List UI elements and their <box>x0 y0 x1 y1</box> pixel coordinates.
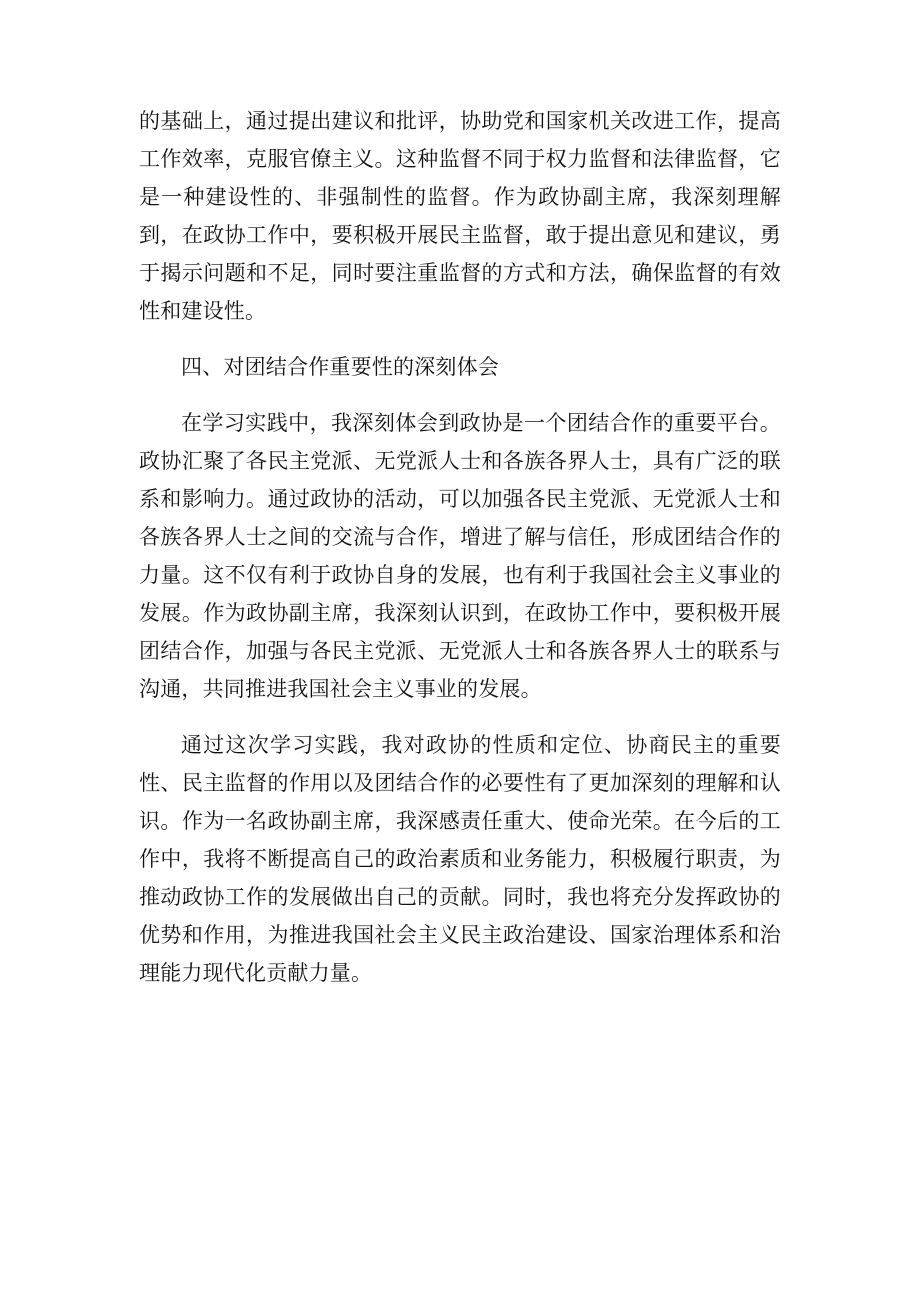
section-heading: 四、对团结合作重要性的深刻体会 <box>181 355 499 379</box>
paragraph-unity: 在学习实践中，我深刻体会到政协是一个团结合作的重要平台。政协汇聚了各民主党派、无党派人士和各族各界人士，具有广泛的联系和影响力。通过政协的活动，可以加强各民主党派、无党派人士和各族各界人士之间的交流与合作，增进了解与信任，形成团结合作的力量。这不仅有利于政协自身的发展，也有利于我国社会主义事业的发展。作为政协副主席，我深刻认识到，在政协工作中，要积极开展团结合作，加强与各民主党派、无党派人士和各族各界人士的联系与沟通，共同推进我国社会主义事业的发展。 <box>139 411 781 701</box>
paragraph-continuation: 的基础上，通过提出建议和批评，协助党和国家机关改进工作，提高工作效率，克服官僚主义。这种监督不同于权力监督和法律监督，它是一种建设性的、非强制性的监督。作为政协副主席，我深刻理解到，在政协工作中，要积极开展民主监督，敢于提出意见和建议，勇于揭示问题和不足，同时要注重监督的方式和方法，确保监督的有效性和建设性。 <box>139 109 781 323</box>
document-body <box>139 102 781 1010</box>
paragraph-conclusion: 通过这次学习实践，我对政协的性质和定位、协商民主的重要性、民主监督的作用以及团结合作的必要性有了更加深刻的理解和认识。作为一名政协副主席，我深感责任重大、使命光荣。在今后的工作中，我将不断提高自己的政治素质和业务能力，积极履行职责，为推动政协工作的发展做出自己的贡献。同时，我也将充分发挥政协的优势和作用，为推进我国社会主义民主政治建设、国家治理体系和治理能力现代化贡献力量。 <box>139 733 781 985</box>
